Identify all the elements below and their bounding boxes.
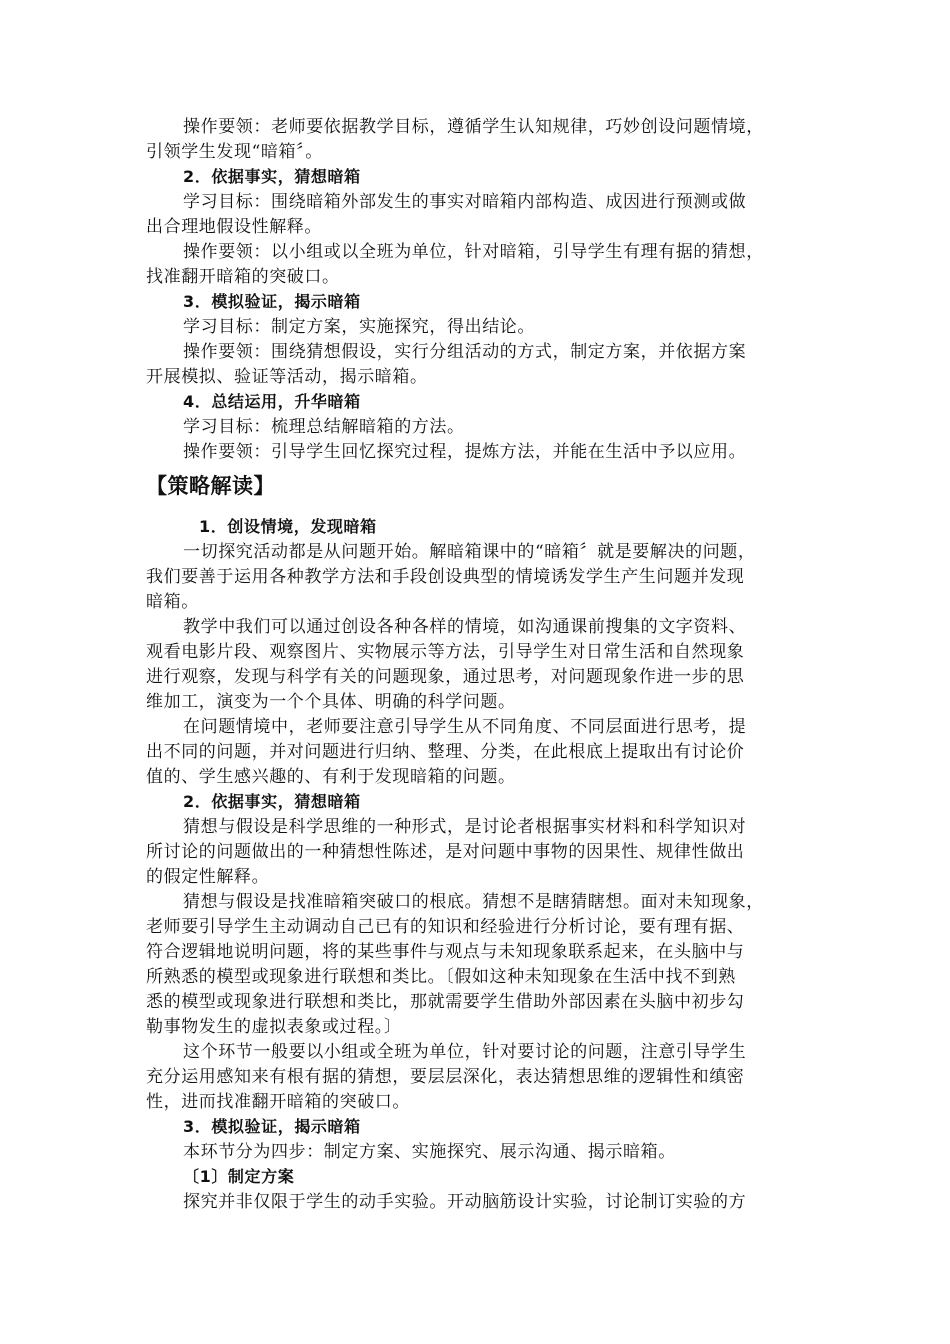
text-line: 值的、学生感兴趣的、有利于发现暗箱的问题。 [146,767,516,787]
text-line: 开展模拟、验证等活动，揭示暗箱。 [146,367,428,387]
text-line: 本环节分为四步：制定方案、实施探究、展示沟通、揭示暗箱。 [183,1142,676,1162]
text-line: 学习目标：围绕暗箱外部发生的事实对暗箱内部构造、成因进行预测或做 [183,192,747,212]
text-line: 学习目标：制定方案，实施探究，得出结论。 [183,317,535,337]
subheading: 〔1〕制定方案 [183,1167,295,1186]
subheading: 2．依据事实，猜想暗箱 [183,792,361,811]
text-line: 猜想与假设是找准暗箱突破口的根底。猜想不是瞎猜瞎想。面对未知现象， [183,892,764,912]
text-line: 暗箱。 [146,592,199,612]
text-line: 悉的模型或现象进行联想和类比，那就需要学生借助外部因素在头脑中初步勾 [146,992,745,1012]
text-line: 所讨论的问题做出的一种猜想性陈述，是对问题中事物的因果性、规律性做出 [146,842,745,862]
text-line: 性，进而找准翻开暗箱的突破口。 [146,1092,410,1112]
subheading: 1．创设情境，发现暗箱 [199,517,377,536]
text-line: 符合逻辑地说明问题，将的某些事件与观点与未知现象联系起来，在头脑中与 [146,942,745,962]
text-line: 勒事物发生的虚拟表象或过程。〕 [146,1017,402,1037]
text-line: 猜想与假设是科学思维的一种形式，是讨论者根据事实材料和科学知识对 [183,817,747,837]
text-line: 引领学生发现“暗箱〞。 [146,142,323,162]
subheading: 4．总结运用，升华暗箱 [183,392,361,411]
text-line: 我们要善于运用各种教学方法和手段创设典型的情境诱发学生产生问题并发现 [146,567,745,587]
text-line: 探究并非仅限于学生的动手实验。开动脑筋设计实验，讨论制订实验的方 [183,1192,747,1212]
text-line: 操作要领：围绕猜想假设，实行分组活动的方式，制定方案，并依据方案 [183,342,747,362]
text-line: 维加工，演变为一个个具体、明确的科学问题。 [146,692,516,712]
text-line: 进行观察，发现与科学有关的问题现象，通过思考，对问题现象作进一步的思 [146,667,745,687]
text-line: 这个环节一般要以小组或全班为单位，针对要讨论的问题，注意引导学生 [183,1042,747,1062]
text-line: 观看电影片段、观察图片、实物展示等方法，引导学生对日常生活和自然现象 [146,642,745,662]
text-line: 操作要领：引导学生回忆探究过程，提炼方法，并能在生活中予以应用。 [183,442,747,462]
subheading: 3．模拟验证，揭示暗箱 [183,1117,361,1136]
section-heading: 【策略解读】 [146,474,275,498]
text-line: 充分运用感知来有根有据的猜想，要层层深化，表达猜想思维的逻辑性和缜密 [146,1067,745,1087]
text-line: 出不同的问题，并对问题进行归纳、整理、分类，在此根底上提取出有讨论价 [146,742,745,762]
subheading: 3．模拟验证，揭示暗箱 [183,292,361,311]
text-line: 的假定性解释。 [146,867,270,887]
text-line: 老师要引导学生主动调动自己已有的知识和经验进行分析讨论，要有理有据、 [146,917,745,937]
text-line: 所熟悉的模型或现象进行联想和类比。〔假如这种未知现象在生活中找不到熟 [146,967,736,987]
text-line: 操作要领：以小组或以全班为单位，针对暗箱，引导学生有理有据的猜想， [183,242,764,262]
text-line: 找准翻开暗箱的突破口。 [146,267,340,287]
text-line: 一切探究活动都是从问题开始。解暗箱课中的“暗箱〞就是要解决的问题， [183,542,756,562]
text-line: 在问题情境中，老师要注意引导学生从不同角度、不同层面进行思考，提 [183,717,747,737]
text-line: 操作要领：老师要依据教学目标，遵循学生认知规律，巧妙创设问题情境， [183,117,764,137]
text-line: 学习目标：梳理总结解暗箱的方法。 [183,417,465,437]
text-line: 教学中我们可以通过创设各种各样的情境，如沟通课前搜集的文字资料、 [183,617,747,637]
text-line: 出合理地假设性解释。 [146,217,322,237]
subheading: 2．依据事实，猜想暗箱 [183,167,361,186]
